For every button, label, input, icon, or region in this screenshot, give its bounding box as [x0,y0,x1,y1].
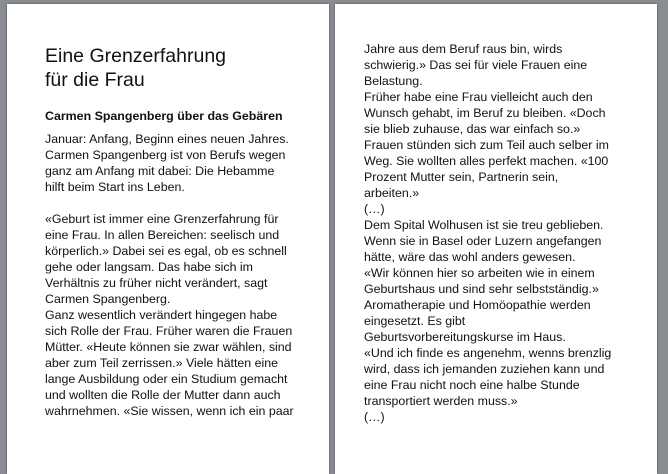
left-page-body-text: Januar: Anfang, Beginn eines neuen Jahres. Carmen Spangenberg ist von Berufs wegen ganz am Anfang mit dabei: Die Hebamme hilft beim Start ins Leben. «Geburt ist immer eine Grenzerfahrung für eine Frau. In allen Bereichen: seelisch und körperlich.» Dabei sei es egal, ob es schnell gehe oder langsam. Das habe sich im Verhältnis zu früher nicht verändert, sagt Carmen Spangenberg. Ganz wesentlich verändert hingegen habe sich Rolle der Frau. Früher waren die Frauen Mütter. «Heute können sie zwar wählen, sind aber zum Teil zerrissen.» Viele hätten eine lange Ausbildung oder ein Studium gemacht und wollten die Rolle der Mutter dann auch wahrnehmen. «Sie wissen, wenn ich ein paar [45,132,294,418]
document-page-right [335,4,657,474]
article-title: Eine Grenzerfahrung für die Frau [45,45,227,91]
document-page-left [7,4,329,474]
article-subtitle: Carmen Spangenberg über das Gebären [45,109,283,123]
right-page-body-text: Jahre aus dem Beruf raus bin, wirds schwierig.» Das sei für viele Frauen eine Belastung. Früher habe eine Frau vielleicht auch den Wunsch gehabt, im Beruf zu bleiben. «Doch sie blieb zuhause, das war einfach so.» Frauen stünden sich zum Teil auch selber im Weg. Sie wollten alles perfekt machen. «100 Prozent Mutter sein, Partnerin sein, arbeiten.» (…) Dem Spital Wolhusen ist sie treu geblieben. Wenn sie in Basel oder Luzern angefangen hätte, wäre das wohl anders gewesen. «Wir können hier so arbeiten wie in einem Geburtshaus und sind sehr selbstständig.» Aromatherapie und Homöopathie werden eingesetzt. Es gibt Geburtsvorbereitungskurse im Haus. «Und ich finde es angenehm, wenns brenzlig wird, dass ich jemanden zuziehen kann und eine Frau nicht noch eine halbe Stunde transportiert werden muss.» (…) [364,42,612,424]
